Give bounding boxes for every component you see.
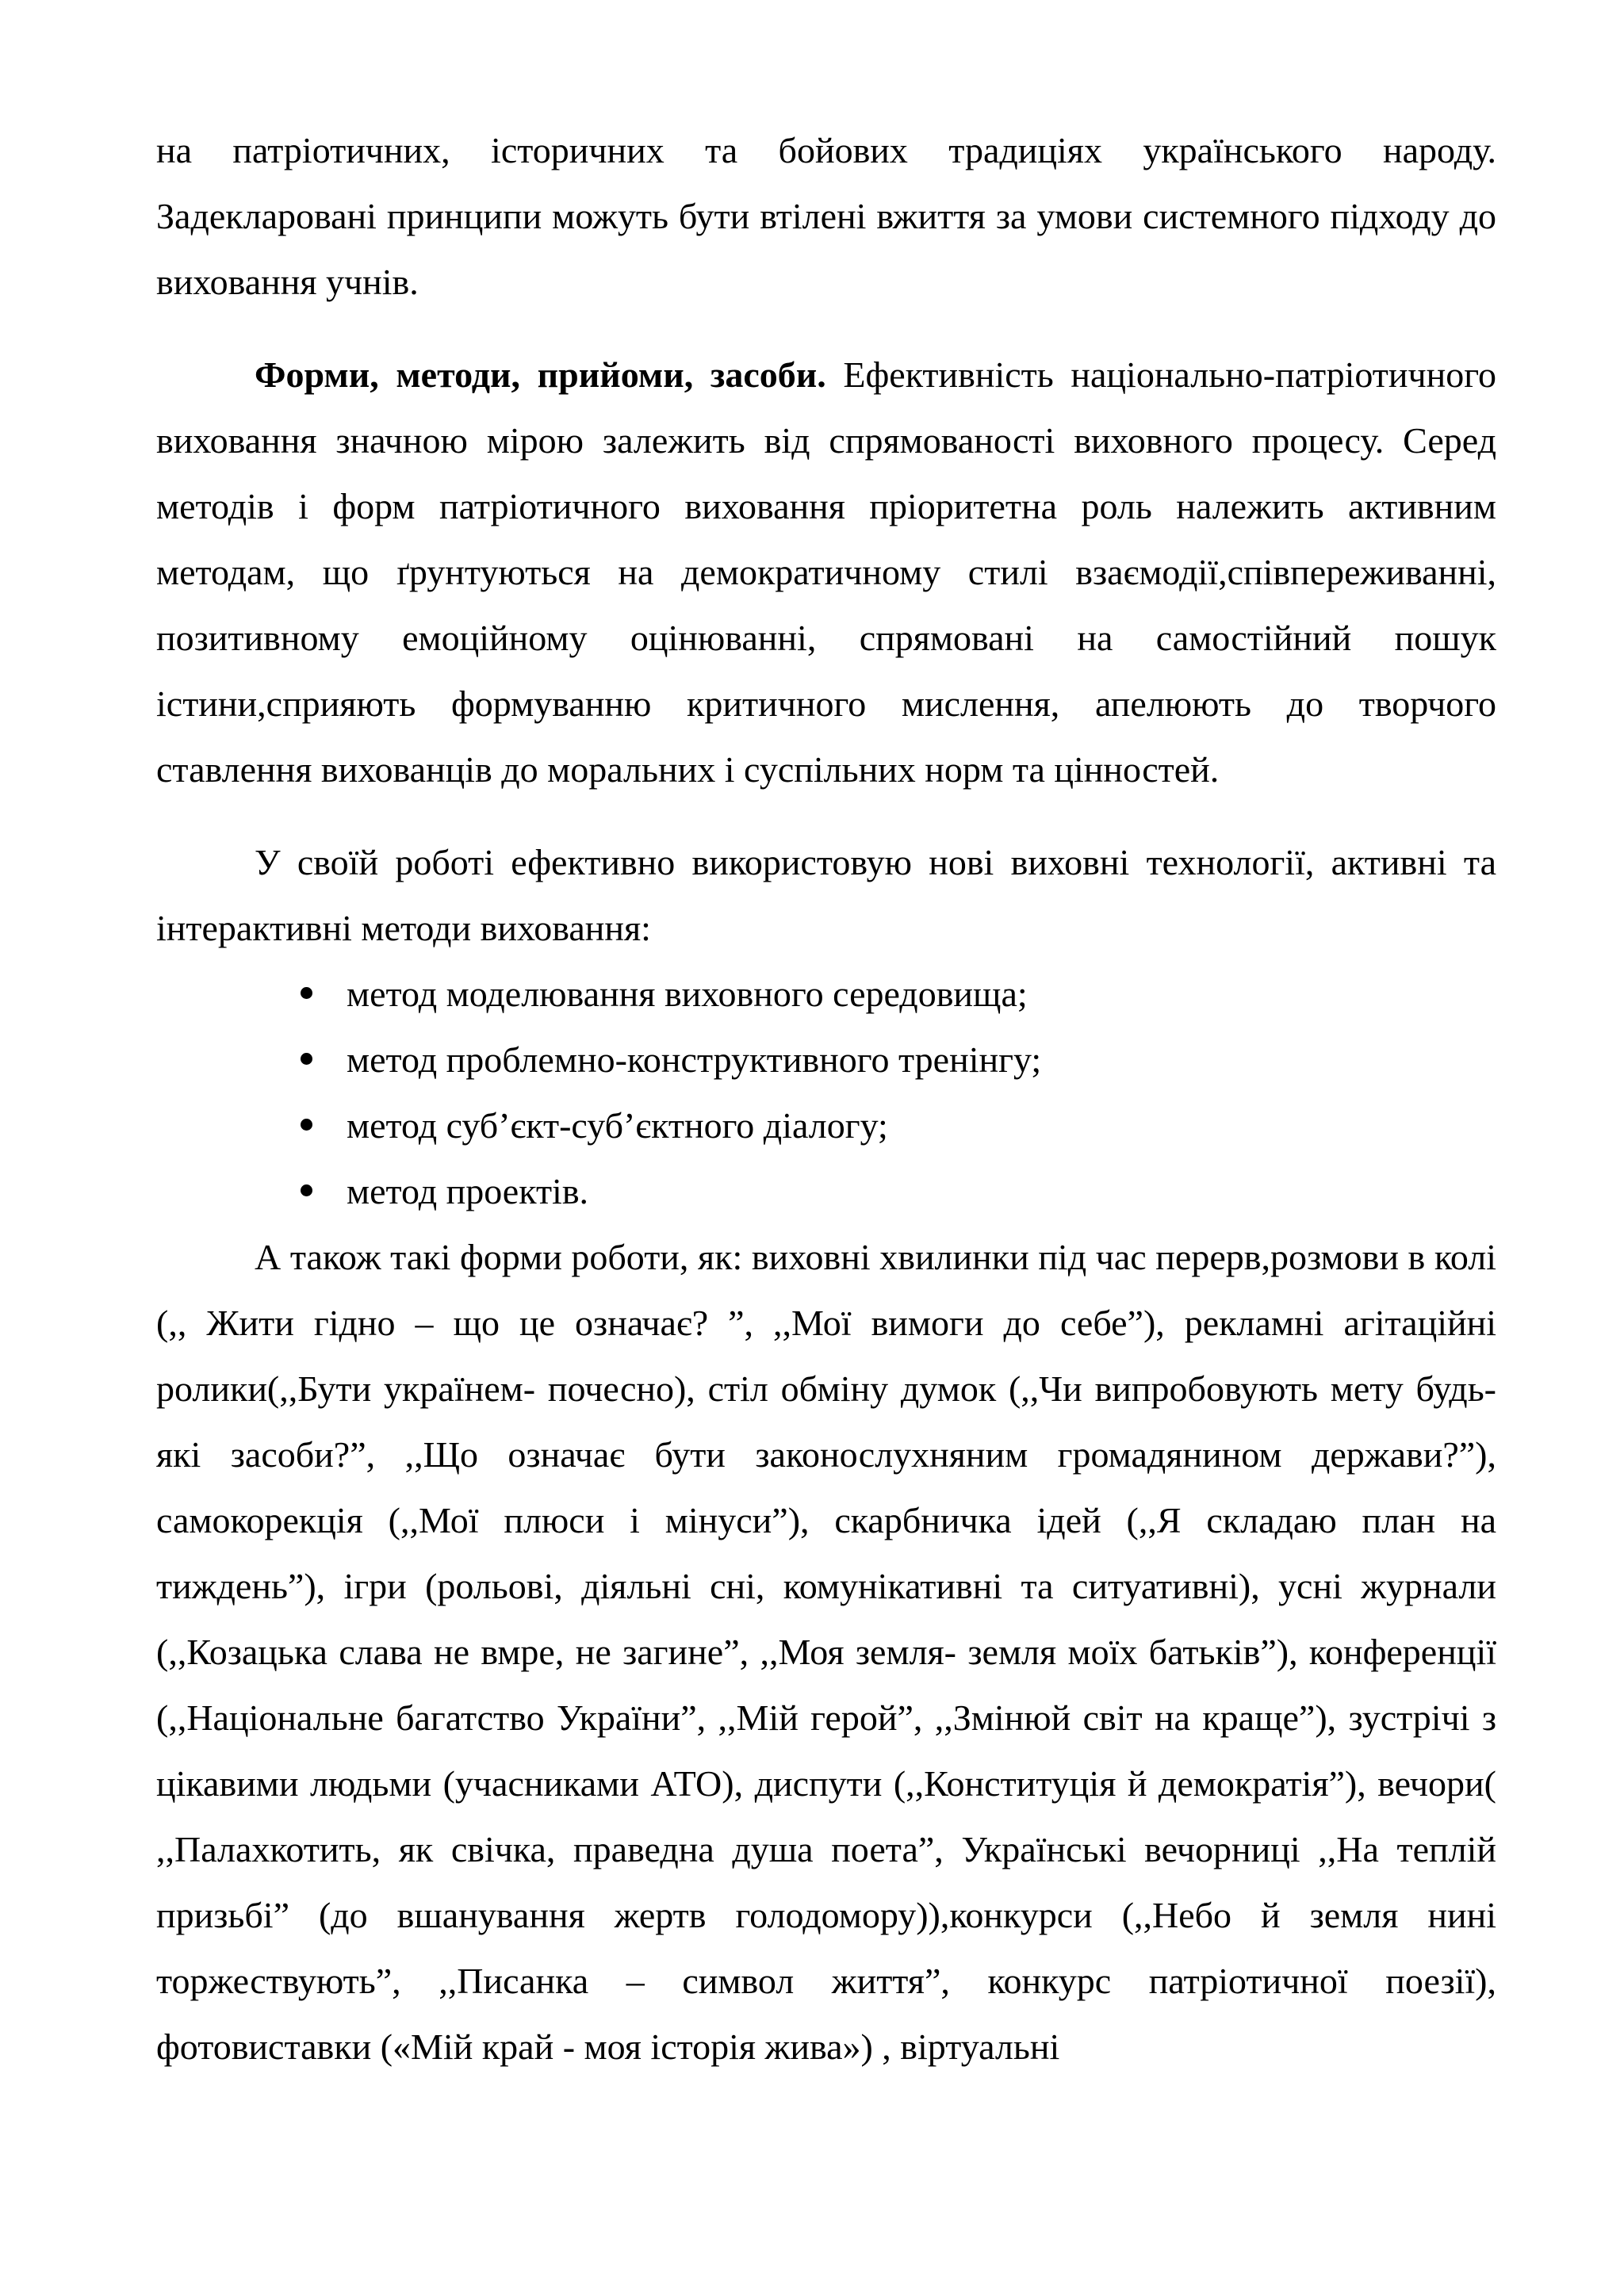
paragraph-technologies: У своїй роботі ефективно використовую нові виховні технології, активні та інтерактивні методи виховання: <box>156 842 1496 948</box>
list-item-text: метод проектів. <box>347 1171 589 1211</box>
paragraph-forms-methods-text: Ефективність національно-патріотичного виховання значною мірою залежить від спрямованості виховного процесу. Серед методів і форм патріотичного виховання пріоритетна роль належить активним методам, що ґрунтуються на демократичному стилі взаємодії,співпереживанні, позитивному емоційному оцінюванні, спрямовані на самостійний пошук істини,сприяють формуванню критичного мислення, апелюють до творчого ставлення вихованців до моральних і суспільних норм та цінностей. <box>156 354 1497 790</box>
list-item-text: метод суб’єкт-суб’єктного діалогу; <box>347 1105 888 1146</box>
list-item-text: метод проблемно-конструктивного тренінгу; <box>347 1039 1042 1080</box>
methods-list <box>156 961 1496 1224</box>
list-item <box>301 1158 1496 1224</box>
bullet-icon <box>301 1119 312 1131</box>
paragraph-work-forms: А також такі форми роботи, як: виховні хвилинки під час перерв,розмови в колі (,, Жити гідно – що це означає? ”, ,,Мої вимоги до себе”), рекламні агітаційні ролики(,,Бути українем- почесно), стіл обміну думок (,,Чи випробовують мету будь-які засоби?”, ,,Що означає бути законослухняним громадянином держави?”), самокорекція (,,Мої плюси і мінуси”), скарбничка ідей (,,Я складаю план на тиждень”), ігри (рольові, діяльні сні, комунікативні та ситуативні), усні журнали (,,Козацька слава не вмре, не загине”, ,,Моя земля- земля моїх батьків”), конференції (,,Національне багатство України”, ,,Мій герой”, ,,Змінюй світ на краще”), зустрічі з цікавими людьми (учасниками АТО), диспути (,,Конституція й демократія”), вечори( ,,Палахкотить, як свічка, праведна душа поета”, Українські вечорниці ,,На теплій призьбі” (до вшанування жертв голодомору)),конкурси (,,Небо й земля нині торжествують”, ,,Писанка – символ життя”, конкурс патріотичної поезії), фотовиставки («Мій край - моя історія жива») , віртуальні <box>156 1237 1496 2067</box>
list-item-text: метод моделювання виховного середовища; <box>347 974 1028 1014</box>
list-item <box>301 961 1496 1027</box>
bullet-icon <box>301 1053 312 1065</box>
list-item <box>301 1027 1496 1093</box>
bullet-icon <box>301 1184 312 1196</box>
document-page <box>156 117 1496 2080</box>
paragraph-forms-methods <box>156 342 1496 802</box>
section-heading: Форми, методи, прийоми, засоби. <box>255 354 826 395</box>
bullet-icon <box>301 987 312 999</box>
list-item <box>301 1093 1496 1158</box>
paragraph-continuation: на патріотичних, історичних та бойових традиціях українського народу. Задекларовані принципи можуть бути втілені вжиття за умови системного підходу до виховання учнів. <box>156 130 1496 302</box>
